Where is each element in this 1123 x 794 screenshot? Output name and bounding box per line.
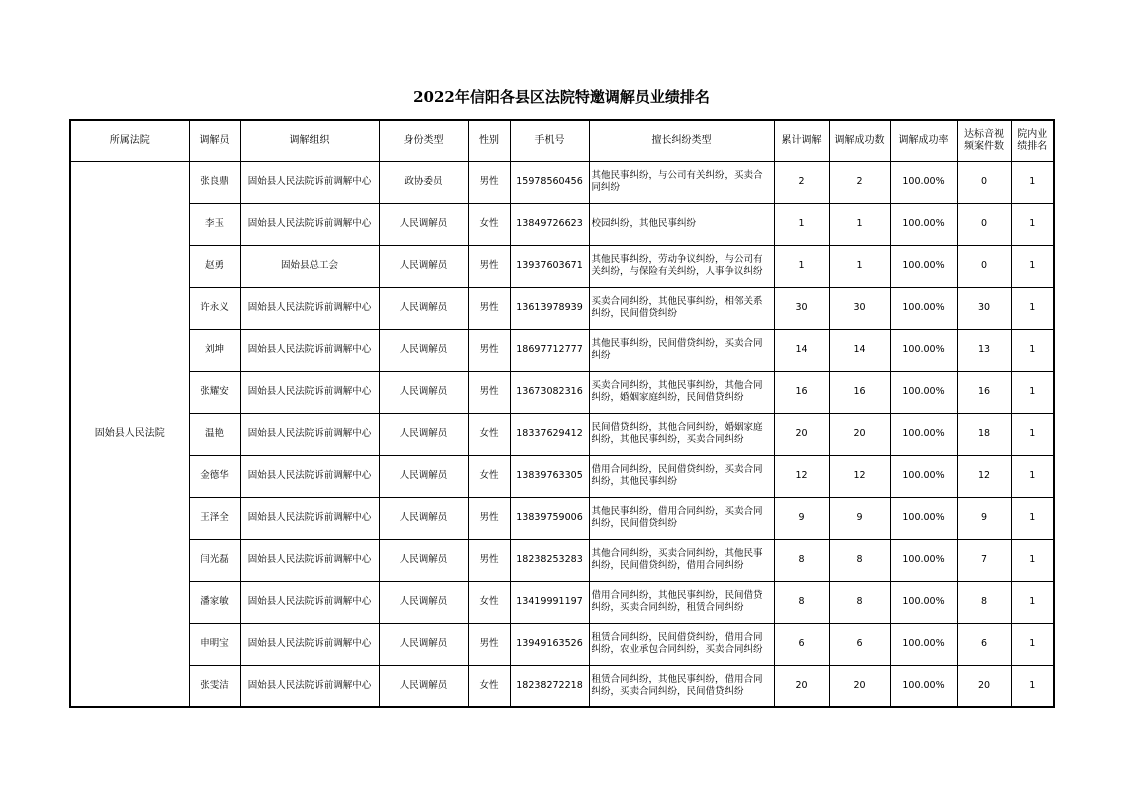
mediator-organization: 固始县人民法院诉前调解中心 [240,455,379,497]
dispute-types: 租赁合同纠纷，其他民事纠纷，借用合同纠纷，买卖合同纠纷，民间借贷纠纷 [589,665,774,707]
mediator-name: 张耀安 [189,371,240,413]
success-rate: 100.00% [890,413,957,455]
header-dispute-types: 擅长纠纷类型 [589,120,774,161]
table-row [70,413,1054,455]
mediator-organization: 固始县人民法院诉前调解中心 [240,497,379,539]
success-rate: 100.00% [890,161,957,203]
mediator-name: 赵勇 [189,245,240,287]
header-row [70,120,1054,161]
mediator-name: 刘坤 [189,329,240,371]
dispute-types: 买卖合同纠纷，其他民事纠纷，相邻关系纠纷，民间借贷纠纷 [589,287,774,329]
identity-type: 人民调解员 [379,287,468,329]
table-row [70,245,1054,287]
gender: 男性 [468,245,510,287]
table-row [70,623,1054,665]
success-count: 2 [829,161,890,203]
identity-type: 人民调解员 [379,539,468,581]
mediator-name: 李玉 [189,203,240,245]
phone-number: 13949163526 [510,623,589,665]
dispute-types: 借用合同纠纷，民间借贷纠纷，买卖合同纠纷，其他民事纠纷 [589,455,774,497]
identity-type: 人民调解员 [379,455,468,497]
identity-type: 人民调解员 [379,413,468,455]
mediator-organization: 固始县人民法院诉前调解中心 [240,287,379,329]
success-count: 9 [829,497,890,539]
gender: 女性 [468,413,510,455]
av-case-count: 6 [957,623,1011,665]
mediator-name: 潘家敏 [189,581,240,623]
gender: 女性 [468,203,510,245]
mediator-name: 闫光磊 [189,539,240,581]
total-mediated: 20 [774,665,829,707]
total-mediated: 12 [774,455,829,497]
dispute-types: 民间借贷纠纷，其他合同纠纷，婚姻家庭纠纷，其他民事纠纷，买卖合同纠纷 [589,413,774,455]
internal-rank: 1 [1011,455,1054,497]
internal-rank: 1 [1011,245,1054,287]
phone-number: 18238253283 [510,539,589,581]
success-count: 20 [829,665,890,707]
success-rate: 100.00% [890,665,957,707]
total-mediated: 14 [774,329,829,371]
mediator-name: 申明宝 [189,623,240,665]
header-success-count: 调解成功数 [829,120,890,161]
success-rate: 100.00% [890,203,957,245]
header-av-cases: 达标音视频案件数 [957,120,1011,161]
success-rate: 100.00% [890,623,957,665]
table-row [70,539,1054,581]
identity-type: 人民调解员 [379,371,468,413]
av-case-count: 16 [957,371,1011,413]
gender: 男性 [468,287,510,329]
mediator-name: 金德华 [189,455,240,497]
header-identity-type: 身份类型 [379,120,468,161]
success-rate: 100.00% [890,539,957,581]
gender: 女性 [468,665,510,707]
av-case-count: 7 [957,539,1011,581]
total-mediated: 2 [774,161,829,203]
gender: 女性 [468,455,510,497]
mediator-name: 张雯洁 [189,665,240,707]
identity-type: 政协委员 [379,161,468,203]
total-mediated: 1 [774,203,829,245]
success-count: 1 [829,203,890,245]
internal-rank: 1 [1011,497,1054,539]
success-rate: 100.00% [890,245,957,287]
dispute-types: 其他民事纠纷，民间借贷纠纷，买卖合同纠纷 [589,329,774,371]
table-row [70,371,1054,413]
phone-number: 13673082316 [510,371,589,413]
dispute-types: 校园纠纷，其他民事纠纷 [589,203,774,245]
phone-number: 13839759006 [510,497,589,539]
page-title: 2022年信阳各县区法院特邀调解员业绩排名 [413,88,710,106]
mediator-organization: 固始县人民法院诉前调解中心 [240,371,379,413]
total-mediated: 9 [774,497,829,539]
success-count: 20 [829,413,890,455]
internal-rank: 1 [1011,161,1054,203]
success-count: 14 [829,329,890,371]
court-name: 固始县人民法院 [70,161,189,707]
identity-type: 人民调解员 [379,581,468,623]
success-rate: 100.00% [890,497,957,539]
success-count: 12 [829,455,890,497]
identity-type: 人民调解员 [379,497,468,539]
gender: 男性 [468,329,510,371]
phone-number: 15978560456 [510,161,589,203]
table-row [70,581,1054,623]
success-count: 8 [829,539,890,581]
table-row [70,203,1054,245]
total-mediated: 16 [774,371,829,413]
mediator-name: 温艳 [189,413,240,455]
gender: 男性 [468,623,510,665]
header-success-rate: 调解成功率 [890,120,957,161]
internal-rank: 1 [1011,581,1054,623]
success-rate: 100.00% [890,455,957,497]
mediator-ranking-table [69,119,1055,708]
av-case-count: 30 [957,287,1011,329]
av-case-count: 0 [957,245,1011,287]
internal-rank: 1 [1011,665,1054,707]
internal-rank: 1 [1011,371,1054,413]
gender: 男性 [468,539,510,581]
gender: 男性 [468,161,510,203]
dispute-types: 其他民事纠纷，与公司有关纠纷，买卖合同纠纷 [589,161,774,203]
dispute-types: 租赁合同纠纷，民间借贷纠纷，借用合同纠纷，农业承包合同纠纷，买卖合同纠纷 [589,623,774,665]
success-rate: 100.00% [890,581,957,623]
success-count: 30 [829,287,890,329]
mediator-name: 张良鼎 [189,161,240,203]
table-row [70,161,1054,203]
success-count: 8 [829,581,890,623]
dispute-types: 其他民事纠纷，借用合同纠纷，买卖合同纠纷，民间借贷纠纷 [589,497,774,539]
av-case-count: 13 [957,329,1011,371]
internal-rank: 1 [1011,329,1054,371]
dispute-types: 其他合同纠纷，买卖合同纠纷，其他民事纠纷，民间借贷纠纷，借用合同纠纷 [589,539,774,581]
header-gender: 性别 [468,120,510,161]
av-case-count: 9 [957,497,1011,539]
table-row [70,329,1054,371]
dispute-types: 买卖合同纠纷，其他民事纠纷，其他合同纠纷，婚姻家庭纠纷，民间借贷纠纷 [589,371,774,413]
av-case-count: 8 [957,581,1011,623]
identity-type: 人民调解员 [379,329,468,371]
mediator-organization: 固始县人民法院诉前调解中心 [240,413,379,455]
success-rate: 100.00% [890,287,957,329]
total-mediated: 1 [774,245,829,287]
table-row [70,665,1054,707]
identity-type: 人民调解员 [379,245,468,287]
av-case-count: 20 [957,665,1011,707]
mediator-organization: 固始县人民法院诉前调解中心 [240,539,379,581]
phone-number: 13849726623 [510,203,589,245]
gender: 男性 [468,371,510,413]
mediator-organization: 固始县人民法院诉前调解中心 [240,329,379,371]
identity-type: 人民调解员 [379,203,468,245]
success-count: 16 [829,371,890,413]
total-mediated: 8 [774,581,829,623]
total-mediated: 6 [774,623,829,665]
internal-rank: 1 [1011,413,1054,455]
av-case-count: 18 [957,413,1011,455]
total-mediated: 20 [774,413,829,455]
dispute-types: 其他民事纠纷，劳动争议纠纷，与公司有关纠纷，与保险有关纠纷，人事争议纠纷 [589,245,774,287]
table-row [70,287,1054,329]
table-row [70,455,1054,497]
total-mediated: 30 [774,287,829,329]
success-count: 6 [829,623,890,665]
gender: 男性 [468,497,510,539]
gender: 女性 [468,581,510,623]
mediator-name: 王泽全 [189,497,240,539]
av-case-count: 0 [957,203,1011,245]
av-case-count: 0 [957,161,1011,203]
internal-rank: 1 [1011,203,1054,245]
mediator-organization: 固始县总工会 [240,245,379,287]
phone-number: 13937603671 [510,245,589,287]
header-internal-rank: 院内业绩排名 [1011,120,1054,161]
phone-number: 18337629412 [510,413,589,455]
phone-number: 18697712777 [510,329,589,371]
total-mediated: 8 [774,539,829,581]
mediator-organization: 固始县人民法院诉前调解中心 [240,623,379,665]
mediator-name: 许永义 [189,287,240,329]
phone-number: 13839763305 [510,455,589,497]
success-rate: 100.00% [890,329,957,371]
phone-number: 18238272218 [510,665,589,707]
header-court: 所属法院 [70,120,189,161]
av-case-count: 12 [957,455,1011,497]
identity-type: 人民调解员 [379,623,468,665]
mediator-organization: 固始县人民法院诉前调解中心 [240,161,379,203]
mediator-organization: 固始县人民法院诉前调解中心 [240,665,379,707]
internal-rank: 1 [1011,287,1054,329]
header-phone: 手机号 [510,120,589,161]
internal-rank: 1 [1011,539,1054,581]
success-count: 1 [829,245,890,287]
success-rate: 100.00% [890,371,957,413]
mediator-organization: 固始县人民法院诉前调解中心 [240,203,379,245]
header-total-mediated: 累计调解 [774,120,829,161]
mediator-organization: 固始县人民法院诉前调解中心 [240,581,379,623]
internal-rank: 1 [1011,623,1054,665]
table-row [70,497,1054,539]
phone-number: 13613978939 [510,287,589,329]
phone-number: 13419991197 [510,581,589,623]
header-mediator: 调解员 [189,120,240,161]
header-organization: 调解组织 [240,120,379,161]
dispute-types: 借用合同纠纷，其他民事纠纷，民间借贷纠纷，买卖合同纠纷，租赁合同纠纷 [589,581,774,623]
identity-type: 人民调解员 [379,665,468,707]
